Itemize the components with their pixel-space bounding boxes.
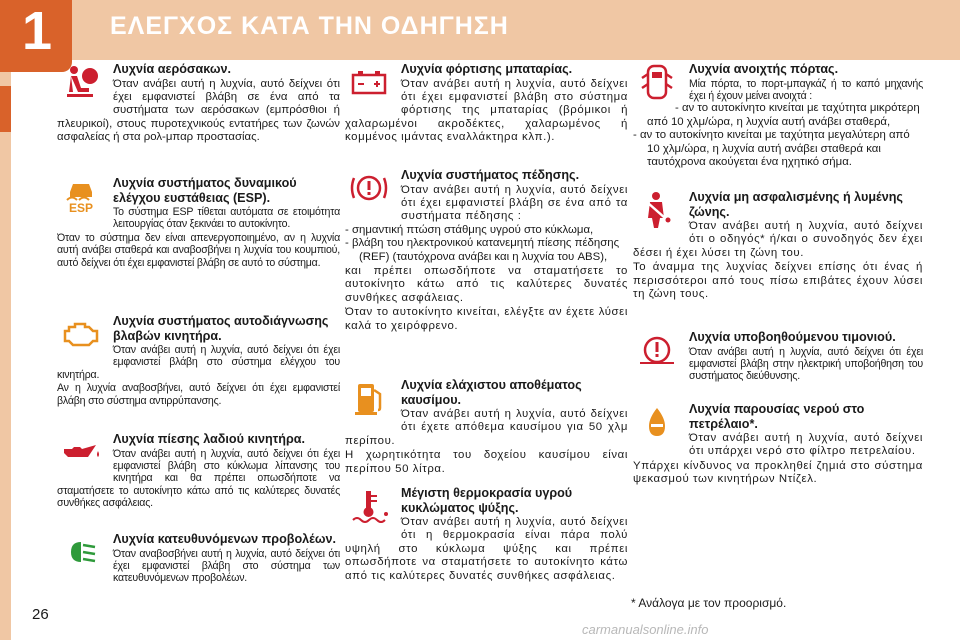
water-section <box>633 402 923 528</box>
brake-system-icon <box>345 168 393 208</box>
brake-text-3: Όταν το αυτοκίνητο κινείται, ελέγξτε αν έχετε λύσει καλά το χειρόφρενο. <box>345 306 628 332</box>
engine-section <box>57 314 340 432</box>
esp-text-2: Όταν το σύστημα δεν είναι απενεργοποιημένο, αν η λυχνία αυτή ανάβει σταθερά και αναβοσβήνει η λυχνία του κουμπιού, αυτό δείχνει ότι έχει εμφανιστεί βλάβη σε αυτό το σύστημα. <box>57 231 340 269</box>
coolant-section <box>345 486 628 610</box>
fuel-title: Λυχνία ελάχιστου αποθέματος καυσίμου. <box>401 378 582 407</box>
steering-section <box>633 330 923 402</box>
list-item: - αν το αυτοκίνητο κινείται με ταχύτητα μεγαλύτερη από 10 χλμ/ώρα, η λυχνία αυτή ανάβει σταθερά και ταυτόχρονα ακούγεται ένα ηχητικό σήμα. <box>633 129 910 168</box>
oil-text: Όταν ανάβει αυτή η λυχνία, αυτό δείχνει ότι έχει εμφανιστεί βλάβη στο κύκλωμα λίπανσης του κινητήρα και θα πρέπει οπωσδήποτε να σταματήσετε το αυτοκίνητο κάτω από τις καλύτερες δυνατές συνθήκες ασφάλειας. <box>57 447 340 510</box>
headlamp-title: Λυχνία κατευθυνόμενων προβολέων. <box>113 532 336 546</box>
coolant-text: Όταν ανάβει αυτή η λυχνία, αυτό δείχνει ότι η θερμοκρασία είναι πάρα πολύ υψηλή στο κύκλωμα ψύξης και πρέπει οπωσδήποτε να σταματήσετε το αυτοκίνητο κάτω από τις καλύτερες δυνατές συνθήκες ασφάλειας. <box>345 516 628 582</box>
seatbelt-text: Όταν ανάβει αυτή η λυχνία, αυτό δείχνει ότι ο οδηγός* ή/και ο συνοδηγός δεν έχει δέσει ή έχει λύσει τη ζώνη του. <box>633 220 923 259</box>
power-steering-icon <box>633 330 681 370</box>
side-tab <box>0 86 11 132</box>
headlamp-section <box>57 532 340 612</box>
water-title: Λυχνία παρουσίας νερού στο πετρέλαιο*. <box>689 402 865 431</box>
column-2 <box>345 62 628 632</box>
column-3 <box>633 62 923 632</box>
esp-title: Λυχνία συστήματος δυναμικού ελέγχου ευστάθειας (ESP). <box>113 176 297 205</box>
engine-check-icon <box>57 314 105 354</box>
battery-title: Λυχνία φόρτισης μπαταρίας. <box>401 62 573 76</box>
brake-text-2: και πρέπει οπωσδήποτε να σταματήσετε το αυτοκίνητο κάτω από τις καλύτερες δυνατές συνθήκες ασφάλειας. <box>345 264 628 304</box>
water-in-fuel-icon <box>633 402 681 442</box>
dipped-beam-icon <box>57 532 105 572</box>
oil-section <box>57 432 340 532</box>
coolant-title: Μέγιστη θερμοκρασία υγρού κυκλώματος ψύξης. <box>401 486 573 515</box>
watermark: carmanualsonline.info <box>582 622 709 637</box>
coolant-temperature-icon <box>345 486 393 526</box>
seatbelt-text-2: Το άναμμα της λυχνίας δείχνει επίσης ότι ένας ή περισσότεροι από τους πίσω επιβάτες έχουν λύσει τη ζώνη τους. <box>633 261 923 301</box>
battery-section <box>345 62 628 168</box>
seatbelt-icon <box>633 190 681 230</box>
door-list <box>633 102 923 169</box>
headlamp-text: Όταν αναβοσβήνει αυτή η λυχνία, αυτό δείχνει ότι έχει εμφανιστεί βλάβη στο σύστημα των κατευθυνόμενων προβολέων. <box>113 547 340 585</box>
oil-title: Λυχνία πίεσης λαδιού κινητήρα. <box>113 432 306 446</box>
battery-text: Όταν ανάβει αυτή η λυχνία, αυτό δείχνει ότι έχει εμφανιστεί βλάβη στο σύστημα φόρτισης της μπαταρίας (βρόμικοι ή χαλαρωμένοι ακροδέκτες, χαλαρωμένος ή κομμένος ιμάντας εναλλάκτηρα κλπ.). <box>345 77 628 144</box>
engine-text-1: Όταν ανάβει αυτή η λυχνία, αυτό δείχνει ότι έχει εμφανιστεί βλάβη στο σύστημα ελέγχου του κινητήρα. <box>57 344 340 381</box>
side-strip <box>0 72 11 640</box>
esp-icon-label: ESP <box>68 201 93 215</box>
list-item: - σημαντική πτώση στάθμης υγρού στο κύκλωμα, <box>345 223 594 236</box>
esp-text-1: Το σύστημα ESP τίθεται αυτόματα σε ετοιμότητα λειτουργίας όταν ξεκινάει το αυτοκίνητο. <box>113 206 340 231</box>
brake-section <box>345 168 628 378</box>
airbag-warning-icon <box>57 62 105 102</box>
brake-text: Όταν ανάβει αυτή η λυχνία, αυτό δείχνει ότι έχει εμφανιστεί βλάβη σε ένα από τα συστήματα πέδησης : <box>401 183 628 223</box>
door-open-icon <box>633 62 681 102</box>
footnote: * Ανάλογα με τον προορισμό. <box>631 596 787 610</box>
fuel-section <box>345 378 628 486</box>
page-number: 26 <box>32 606 49 623</box>
airbag-section <box>57 62 340 176</box>
door-title: Λυχνία ανοιχτής πόρτας. <box>689 62 839 76</box>
door-text: Μία πόρτα, το πορτ-μπαγκάζ ή το καπό μηχανής έχει ή έχουν μείνει ανοιχτά : <box>689 77 923 102</box>
steering-title: Λυχνία υποβοηθούμενου τιμονιού. <box>689 330 896 344</box>
esp-section <box>57 176 340 314</box>
fuel-pump-icon <box>345 378 393 418</box>
engine-text-2: Αν η λυχνία αναβοσβήνει, αυτό δείχνει ότι έχει εμφανιστεί βλάβη στο σύστημα αντιρρύπανσης. <box>57 382 340 407</box>
seatbelt-section <box>633 190 923 330</box>
fuel-text-2: Η χωρητικότητα του δοχείου καυσίμου είναι περίπου 50 λίτρα. <box>345 449 628 475</box>
list-item: - αν το αυτοκίνητο κινείται με ταχύτητα μικρότερη από 10 χλμ/ώρα, η λυχνία αυτή ανάβει σταθερά, <box>647 102 920 128</box>
brake-list <box>345 224 628 264</box>
steering-text: Όταν ανάβει αυτή η λυχνία, αυτό δείχνει ότι έχει εμφανιστεί βλάβη στην ηλεκτρική υποβοήθηση του συστήματος διεύθυνσης. <box>689 345 923 383</box>
brake-title: Λυχνία συστήματος πέδησης. <box>401 168 580 182</box>
water-text: Όταν ανάβει αυτή η λυχνία, αυτό δείχνει ότι υπάρχει νερό στο φίλτρο πετρελαίου. <box>689 432 923 458</box>
water-text-2: Υπάρχει κίνδυνος να προκληθεί ζημιά στο σύστημα ψεκασμού των κινητήρων Ντίζελ. <box>633 459 923 486</box>
list-item: - βλάβη του ηλεκτρονικού κατανεμητή πίεσης πέδησης (REF) (ταυτόχρονα ανάβει και η λυχνία του ABS), <box>345 237 620 263</box>
oil-pressure-icon <box>57 432 105 472</box>
airbag-title: Λυχνία αερόσακων. <box>113 62 232 76</box>
chapter-number: 1 <box>22 1 53 61</box>
airbag-text: Όταν ανάβει αυτή η λυχνία, αυτό δείχνει ότι έχει εμφανιστεί βλάβη σε ένα από τα συστήματα των αερόσακων (εμπρόσθιοι ή πλευρικοί), στους πυροτεχνικούς εντατήρες των ζωνών ασφαλείας ή στα ρολ-μπαρ προστασίας. <box>57 77 340 144</box>
column-1 <box>57 62 340 632</box>
page-title: ΕΛΕΓΧΟΣ ΚΑΤΑ ΤΗΝ ΟΔΗΓΗΣΗ <box>110 12 509 40</box>
fuel-text: Όταν ανάβει αυτή η λυχνία, αυτό δείχνει ότι έχετε απόθεμα καυσίμου για 50 χλμ περίπου. <box>345 408 628 447</box>
battery-icon <box>345 62 393 102</box>
engine-title: Λυχνία συστήματος αυτοδιάγνωσης βλαβών κινητήρα. <box>113 314 329 343</box>
door-section <box>633 62 923 190</box>
seatbelt-title: Λυχνία μη ασφαλισμένης ή λυμένης ζώνης. <box>689 190 903 219</box>
esp-warning-icon <box>57 176 105 216</box>
